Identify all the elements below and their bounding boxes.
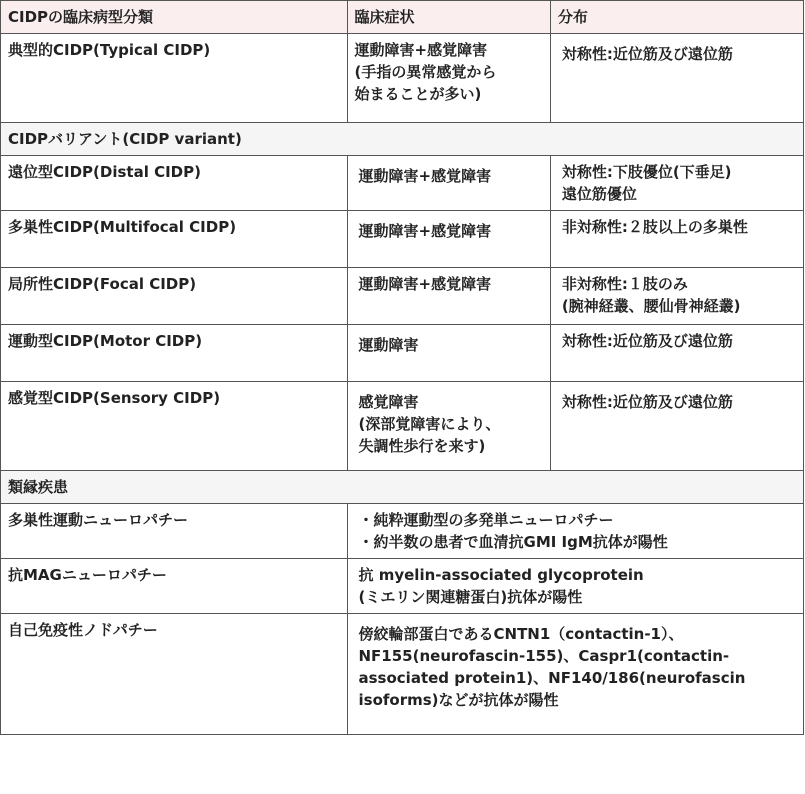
type-cell: 多巣性CIDP(Multifocal CIDP)	[1, 211, 348, 268]
table-row	[1, 504, 804, 559]
disease-name-cell: 抗MAGニューロパチー	[1, 559, 348, 614]
table-row	[1, 268, 804, 325]
symptom-cell: 運動障害+感覚障害 (手指の異常感覚から 始まることが多い)	[347, 34, 550, 123]
disease-name-cell: 多巣性運動ニューロパチー	[1, 504, 348, 559]
section-title-related: 類縁疾患	[1, 471, 804, 504]
distribution-cell: 対称性:下肢優位(下垂足) 遠位筋優位	[550, 156, 803, 211]
table-row	[1, 614, 804, 735]
type-cell: 感覚型CIDP(Sensory CIDP)	[1, 382, 348, 471]
table-row	[1, 156, 804, 211]
distribution-cell: 対称性:近位筋及び遠位筋	[550, 382, 803, 471]
header-symptom: 臨床症状	[347, 1, 550, 34]
disease-name-cell: 自己免疫性ノドパチー	[1, 614, 348, 735]
distribution-cell: 非対称性:１肢のみ (腕神経叢、腰仙骨神経叢)	[550, 268, 803, 325]
symptom-cell: 感覚障害 (深部覚障害により、 失調性歩行を来す)	[347, 382, 550, 471]
section-row-related	[1, 471, 804, 504]
section-title-variant: CIDPバリアント(CIDP variant)	[1, 123, 804, 156]
symptom-cell: 運動障害+感覚障害	[347, 156, 550, 211]
header-row	[1, 1, 804, 34]
type-cell: 典型的CIDP(Typical CIDP)	[1, 34, 348, 123]
type-cell: 局所性CIDP(Focal CIDP)	[1, 268, 348, 325]
header-type: CIDPの臨床病型分類	[1, 1, 348, 34]
table-row	[1, 211, 804, 268]
disease-desc-cell: 抗 myelin-associated glycoprotein (ミエリン関連糖蛋白)抗体が陽性	[347, 559, 804, 614]
distribution-cell: 対称性:近位筋及び遠位筋	[550, 325, 803, 382]
distribution-cell: 対称性:近位筋及び遠位筋	[550, 34, 803, 123]
disease-desc-cell: ・純粋運動型の多発単ニューロパチー ・約半数の患者で血清抗GMI IgM抗体が陽性	[347, 504, 804, 559]
table-row	[1, 382, 804, 471]
table-row	[1, 34, 804, 123]
table-row	[1, 559, 804, 614]
disease-desc-cell: 傍絞輪部蛋白であるCNTN1（contactin-1）、 NF155(neurofascin-155)、Caspr1(contactin- associated protein1)、NF140/186(neurofascin isoforms)などが抗体が陽性	[347, 614, 804, 735]
symptom-cell: 運動障害+感覚障害	[347, 268, 550, 325]
type-cell: 遠位型CIDP(Distal CIDP)	[1, 156, 348, 211]
symptom-cell: 運動障害+感覚障害	[347, 211, 550, 268]
distribution-cell: 非対称性:２肢以上の多巣性	[550, 211, 803, 268]
symptom-cell: 運動障害	[347, 325, 550, 382]
table-row	[1, 325, 804, 382]
header-distribution: 分布	[550, 1, 803, 34]
type-cell: 運動型CIDP(Motor CIDP)	[1, 325, 348, 382]
section-row-variant	[1, 123, 804, 156]
